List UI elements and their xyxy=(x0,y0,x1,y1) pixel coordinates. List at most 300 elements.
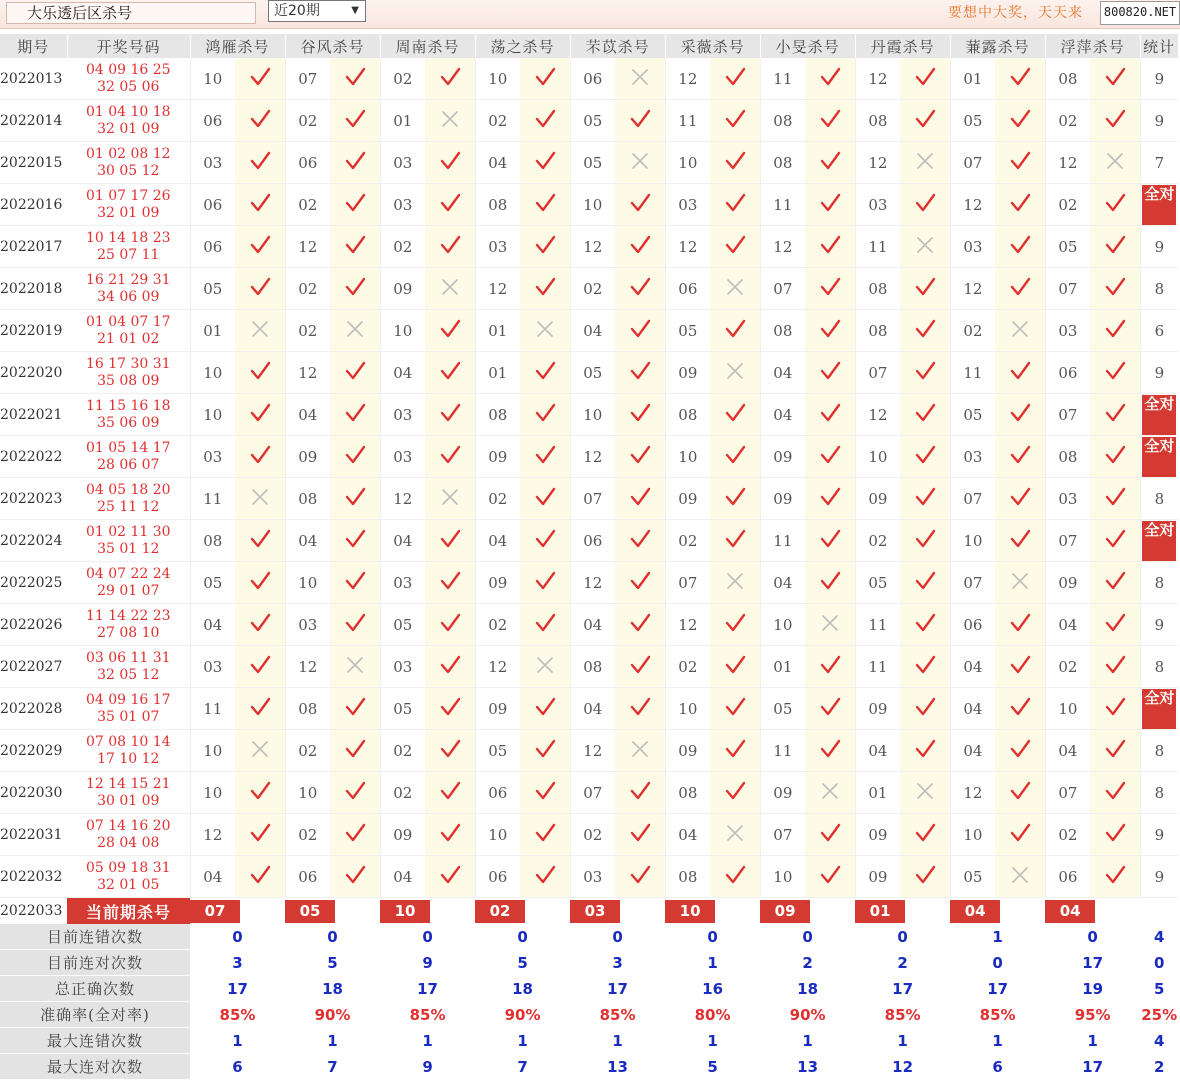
kill-number: 07 xyxy=(760,268,805,310)
draw-numbers xyxy=(67,604,190,646)
summary-value: 0 xyxy=(570,924,665,950)
draw-numbers xyxy=(67,100,190,142)
check-icon xyxy=(344,571,366,591)
check-icon xyxy=(1104,739,1126,759)
check-icon xyxy=(249,697,271,717)
header-expert: 谷风杀号 xyxy=(285,34,380,58)
current-kill-badge: 03 xyxy=(570,900,620,923)
check-icon xyxy=(1009,487,1031,507)
result-mark xyxy=(995,730,1045,772)
draw-numbers xyxy=(67,520,190,562)
check-icon xyxy=(724,781,746,801)
check-icon xyxy=(1104,823,1126,843)
draw-back: 35 08 09 xyxy=(97,372,160,389)
kill-number: 08 xyxy=(285,688,330,730)
result-mark xyxy=(995,814,1045,856)
result-mark xyxy=(710,646,760,688)
site-link[interactable]: 800820.NET xyxy=(1100,1,1180,25)
check-icon xyxy=(914,739,936,759)
kill-number: 07 xyxy=(570,772,615,814)
draw-back: 34 06 09 xyxy=(97,288,160,305)
current-kill-cell xyxy=(1045,898,1140,925)
kill-number: 05 xyxy=(570,100,615,142)
result-mark xyxy=(900,562,950,604)
result-mark xyxy=(615,58,665,100)
check-icon xyxy=(1009,655,1031,675)
check-icon xyxy=(1009,361,1031,381)
check-icon xyxy=(344,697,366,717)
check-icon xyxy=(249,361,271,381)
summary-total: 5 xyxy=(1140,976,1178,1002)
result-mark xyxy=(710,562,760,604)
result-mark xyxy=(710,730,760,772)
check-icon xyxy=(724,403,746,423)
summary-value: 0 xyxy=(190,924,285,950)
kill-number: 06 xyxy=(570,58,615,100)
draw-front: 03 06 11 31 xyxy=(85,649,171,666)
check-icon xyxy=(249,151,271,171)
kill-number: 10 xyxy=(665,142,710,184)
check-icon xyxy=(1009,613,1031,633)
check-icon xyxy=(1104,319,1126,339)
row-stat: 8 xyxy=(1140,478,1178,520)
check-icon xyxy=(249,571,271,591)
kill-number: 07 xyxy=(665,562,710,604)
kill-number: 03 xyxy=(190,646,235,688)
kill-number: 08 xyxy=(1045,436,1090,478)
kill-number: 05 xyxy=(190,562,235,604)
kill-number: 11 xyxy=(760,730,805,772)
kill-number: 12 xyxy=(570,226,615,268)
result-mark xyxy=(425,100,475,142)
kill-number: 02 xyxy=(285,268,330,310)
kill-number: 02 xyxy=(1045,184,1090,226)
kill-number: 04 xyxy=(380,520,425,562)
check-icon xyxy=(344,151,366,171)
result-mark xyxy=(330,268,380,310)
kill-number: 09 xyxy=(380,268,425,310)
draw-front: 07 14 16 20 xyxy=(85,817,171,834)
summary-value: 5 xyxy=(665,1054,760,1080)
draw-numbers xyxy=(67,352,190,394)
check-icon xyxy=(249,655,271,675)
result-mark xyxy=(615,688,665,730)
table-row xyxy=(0,772,1178,814)
kill-number: 02 xyxy=(1045,646,1090,688)
check-icon xyxy=(344,487,366,507)
result-mark xyxy=(520,856,570,898)
check-icon xyxy=(534,739,556,759)
check-icon xyxy=(819,235,841,255)
result-mark xyxy=(330,814,380,856)
kill-number: 01 xyxy=(760,646,805,688)
kill-number: 07 xyxy=(1045,520,1090,562)
result-mark xyxy=(710,100,760,142)
result-mark xyxy=(425,520,475,562)
summary-label: 最大连错次数 xyxy=(0,1028,190,1054)
kill-number: 02 xyxy=(475,478,520,520)
kill-number: 07 xyxy=(285,58,330,100)
result-mark xyxy=(995,772,1045,814)
check-icon xyxy=(724,445,746,465)
row-stat: 9 xyxy=(1140,352,1178,394)
summary-value: 3 xyxy=(570,950,665,976)
check-icon xyxy=(439,823,461,843)
result-mark xyxy=(900,142,950,184)
kill-number: 03 xyxy=(190,142,235,184)
check-icon xyxy=(1104,487,1126,507)
check-icon xyxy=(1104,529,1126,549)
table-row xyxy=(0,730,1178,772)
kill-number: 04 xyxy=(380,352,425,394)
kill-number: 09 xyxy=(380,814,425,856)
result-mark xyxy=(900,268,950,310)
summary-value: 19 xyxy=(1045,976,1140,1002)
kill-number: 04 xyxy=(475,520,520,562)
kill-number: 01 xyxy=(475,310,520,352)
header-issue: 期号 xyxy=(0,34,67,58)
summary-value: 1 xyxy=(380,1028,475,1054)
kill-number: 12 xyxy=(665,604,710,646)
check-icon xyxy=(1009,823,1031,843)
result-mark xyxy=(330,310,380,352)
result-mark xyxy=(425,142,475,184)
kill-number: 04 xyxy=(190,604,235,646)
kill-number: 02 xyxy=(1045,100,1090,142)
summary-value: 0 xyxy=(475,924,570,950)
summary-value: 13 xyxy=(570,1054,665,1080)
cross-icon xyxy=(629,151,651,171)
check-icon xyxy=(439,613,461,633)
kill-number: 02 xyxy=(285,100,330,142)
all-correct-badge: 全对 xyxy=(1142,689,1176,729)
cross-icon xyxy=(629,67,651,87)
kill-number: 08 xyxy=(665,856,710,898)
check-icon xyxy=(534,445,556,465)
check-icon xyxy=(914,655,936,675)
result-mark xyxy=(235,814,285,856)
check-icon xyxy=(439,697,461,717)
kill-number: 06 xyxy=(190,226,235,268)
draw-numbers xyxy=(67,646,190,688)
summary-value: 6 xyxy=(950,1054,1045,1080)
check-icon xyxy=(1104,193,1126,213)
check-icon xyxy=(819,445,841,465)
check-icon xyxy=(914,109,936,129)
check-icon xyxy=(629,529,651,549)
result-mark xyxy=(425,688,475,730)
check-icon xyxy=(629,655,651,675)
check-icon xyxy=(629,487,651,507)
kill-number: 12 xyxy=(950,268,995,310)
draw-front: 01 02 08 12 xyxy=(85,145,171,162)
check-icon xyxy=(1104,655,1126,675)
kill-number: 08 xyxy=(475,184,520,226)
table-header-row xyxy=(0,34,1178,58)
kill-number: 09 xyxy=(475,562,520,604)
check-icon xyxy=(914,361,936,381)
result-mark xyxy=(615,100,665,142)
issue-number: 2022032 xyxy=(0,856,67,898)
row-stat: 8 xyxy=(1140,268,1178,310)
kill-number: 04 xyxy=(190,856,235,898)
check-icon xyxy=(1009,739,1031,759)
check-icon xyxy=(914,697,936,717)
kill-number: 02 xyxy=(570,268,615,310)
kill-number: 06 xyxy=(190,100,235,142)
current-kill-badge: 04 xyxy=(1045,900,1095,923)
check-icon xyxy=(534,571,556,591)
draw-numbers xyxy=(67,58,190,100)
kill-number: 02 xyxy=(475,100,520,142)
kill-number: 02 xyxy=(570,814,615,856)
result-mark xyxy=(1090,394,1140,436)
kill-number: 04 xyxy=(855,730,900,772)
cross-icon xyxy=(724,361,746,381)
kill-number: 10 xyxy=(190,352,235,394)
check-icon xyxy=(344,529,366,549)
check-icon xyxy=(1104,361,1126,381)
result-mark xyxy=(1090,772,1140,814)
result-mark xyxy=(805,184,855,226)
kill-number: 05 xyxy=(665,310,710,352)
header-expert: 蒹露杀号 xyxy=(950,34,1045,58)
draw-numbers xyxy=(67,436,190,478)
check-icon xyxy=(914,529,936,549)
check-icon xyxy=(534,487,556,507)
draw-back: 21 01 02 xyxy=(97,330,160,347)
issue-number: 2022023 xyxy=(0,478,67,520)
summary-value: 18 xyxy=(285,976,380,1002)
draw-back: 35 06 09 xyxy=(97,414,160,431)
kill-number: 02 xyxy=(380,772,425,814)
result-mark xyxy=(425,814,475,856)
kill-number: 11 xyxy=(855,646,900,688)
kill-number: 05 xyxy=(475,730,520,772)
result-mark xyxy=(900,688,950,730)
kill-number: 08 xyxy=(570,646,615,688)
check-icon xyxy=(439,529,461,549)
kill-number: 08 xyxy=(760,142,805,184)
summary-value: 18 xyxy=(475,976,570,1002)
kill-number: 05 xyxy=(380,688,425,730)
current-kill-badge: 09 xyxy=(760,900,810,923)
check-icon xyxy=(629,277,651,297)
period-select-value: 近20期 xyxy=(274,3,320,19)
current-kill-badge: 02 xyxy=(475,900,525,923)
kill-number: 10 xyxy=(760,604,805,646)
check-icon xyxy=(724,319,746,339)
check-icon xyxy=(534,865,556,885)
kill-number: 12 xyxy=(665,226,710,268)
check-icon xyxy=(344,865,366,885)
result-mark xyxy=(520,562,570,604)
check-icon xyxy=(344,277,366,297)
draw-front: 05 09 18 31 xyxy=(85,859,171,876)
check-icon xyxy=(439,235,461,255)
check-icon xyxy=(1009,403,1031,423)
draw-numbers xyxy=(67,688,190,730)
all-correct-badge: 全对 xyxy=(1142,437,1176,477)
draw-back: 32 01 09 xyxy=(97,120,160,137)
result-mark xyxy=(805,100,855,142)
result-mark xyxy=(710,310,760,352)
check-icon xyxy=(914,277,936,297)
check-icon xyxy=(534,529,556,549)
summary-value: 3 xyxy=(190,950,285,976)
summary-value: 0 xyxy=(380,924,475,950)
draw-back: 25 07 11 xyxy=(97,246,160,263)
kill-number: 10 xyxy=(570,394,615,436)
check-icon xyxy=(534,697,556,717)
check-icon xyxy=(724,655,746,675)
draw-front: 01 04 10 18 xyxy=(85,103,171,120)
check-icon xyxy=(914,319,936,339)
draw-front: 11 15 16 18 xyxy=(85,397,171,414)
period-select[interactable] xyxy=(268,0,366,22)
slogan-text: 要想中大奖，天天来 xyxy=(948,5,1083,21)
summary-row xyxy=(0,924,1178,950)
current-kill-cell xyxy=(855,898,950,925)
kill-number: 05 xyxy=(950,100,995,142)
result-mark xyxy=(900,478,950,520)
cross-icon xyxy=(914,151,936,171)
result-mark xyxy=(900,772,950,814)
result-mark xyxy=(520,58,570,100)
result-mark xyxy=(995,58,1045,100)
check-icon xyxy=(914,67,936,87)
kill-number: 03 xyxy=(1045,478,1090,520)
table-row xyxy=(0,394,1178,436)
summary-value: 95% xyxy=(1045,1002,1140,1028)
kill-number: 08 xyxy=(760,100,805,142)
kill-number: 10 xyxy=(285,772,330,814)
kill-number: 01 xyxy=(855,772,900,814)
summary-value: 90% xyxy=(760,1002,855,1028)
check-icon xyxy=(249,445,271,465)
result-mark xyxy=(235,100,285,142)
result-mark xyxy=(425,310,475,352)
result-mark xyxy=(520,772,570,814)
result-mark xyxy=(235,226,285,268)
table-row xyxy=(0,226,1178,268)
result-mark xyxy=(425,856,475,898)
result-mark xyxy=(330,100,380,142)
summary-value: 18 xyxy=(760,976,855,1002)
check-icon xyxy=(819,403,841,423)
kill-number: 11 xyxy=(190,478,235,520)
result-mark xyxy=(235,730,285,772)
chevron-down-icon: ▼ xyxy=(351,5,359,16)
all-correct-badge: 全对 xyxy=(1142,521,1176,561)
kill-number: 09 xyxy=(760,772,805,814)
result-mark xyxy=(1090,814,1140,856)
check-icon xyxy=(1009,151,1031,171)
kill-number: 12 xyxy=(285,352,330,394)
result-mark xyxy=(520,100,570,142)
page-title: 大乐透后区杀号 xyxy=(6,2,256,24)
result-mark xyxy=(805,772,855,814)
current-kill-cell xyxy=(380,898,475,925)
kill-number: 07 xyxy=(855,352,900,394)
row-stat: 9 xyxy=(1140,226,1178,268)
kill-number: 10 xyxy=(665,688,710,730)
result-mark xyxy=(710,772,760,814)
result-mark xyxy=(330,856,380,898)
result-mark xyxy=(710,394,760,436)
result-mark xyxy=(615,772,665,814)
result-mark xyxy=(425,58,475,100)
issue-number: 2022027 xyxy=(0,646,67,688)
kill-number: 05 xyxy=(570,142,615,184)
result-mark xyxy=(710,856,760,898)
kill-number: 07 xyxy=(1045,394,1090,436)
cross-icon xyxy=(534,655,556,675)
check-icon xyxy=(249,781,271,801)
result-mark xyxy=(330,730,380,772)
check-icon xyxy=(1104,865,1126,885)
summary-value: 1 xyxy=(190,1028,285,1054)
check-icon xyxy=(1104,109,1126,129)
summary-value: 0 xyxy=(665,924,760,950)
kill-number: 03 xyxy=(1045,310,1090,352)
result-mark xyxy=(710,436,760,478)
kill-number: 04 xyxy=(285,520,330,562)
table-row xyxy=(0,310,1178,352)
summary-value: 1 xyxy=(475,1028,570,1054)
check-icon xyxy=(534,277,556,297)
result-mark xyxy=(900,856,950,898)
kill-number: 11 xyxy=(760,184,805,226)
check-icon xyxy=(724,487,746,507)
draw-front: 16 17 30 31 xyxy=(85,355,171,372)
result-mark xyxy=(900,394,950,436)
check-icon xyxy=(914,823,936,843)
row-stat: 9 xyxy=(1140,604,1178,646)
check-icon xyxy=(914,193,936,213)
issue-number: 2022014 xyxy=(0,100,67,142)
result-mark xyxy=(425,184,475,226)
result-mark xyxy=(1090,478,1140,520)
kill-number: 05 xyxy=(380,604,425,646)
kill-number: 12 xyxy=(285,646,330,688)
kill-number: 02 xyxy=(950,310,995,352)
check-icon xyxy=(249,67,271,87)
kill-number: 12 xyxy=(950,184,995,226)
draw-numbers xyxy=(67,562,190,604)
result-mark xyxy=(520,394,570,436)
result-mark xyxy=(520,310,570,352)
draw-back: 30 05 12 xyxy=(97,162,160,179)
kill-number: 02 xyxy=(855,520,900,562)
summary-row xyxy=(0,976,1178,1002)
check-icon xyxy=(249,865,271,885)
check-icon xyxy=(819,319,841,339)
header-expert: 芣苡杀号 xyxy=(570,34,665,58)
check-icon xyxy=(249,277,271,297)
kill-number: 04 xyxy=(665,814,710,856)
kill-number: 09 xyxy=(760,436,805,478)
kill-number: 09 xyxy=(285,436,330,478)
check-icon xyxy=(534,823,556,843)
result-mark xyxy=(900,436,950,478)
result-mark xyxy=(615,184,665,226)
result-mark xyxy=(995,856,1045,898)
draw-front: 12 14 15 21 xyxy=(85,775,171,792)
current-kill-badge: 05 xyxy=(285,900,335,923)
table-row xyxy=(0,100,1178,142)
result-mark xyxy=(615,814,665,856)
